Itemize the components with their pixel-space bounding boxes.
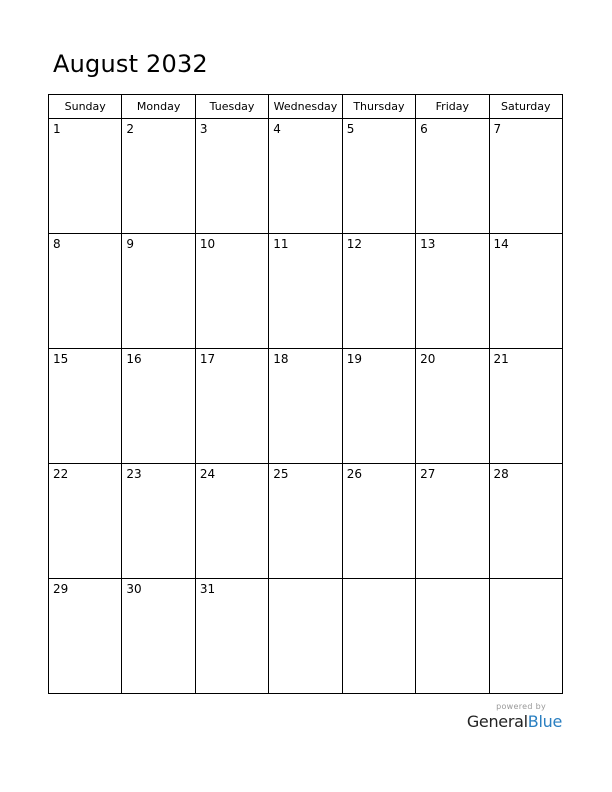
day-cell [489, 119, 562, 234]
week-row-5 [49, 579, 563, 694]
day-cell [195, 234, 268, 349]
weekday-monday: Monday [122, 95, 195, 119]
day-number: 21 [493, 352, 509, 366]
calendar-title: August 2032 [53, 50, 208, 78]
day-number: 27 [420, 467, 436, 481]
day-cell [122, 464, 195, 579]
day-number: 2 [126, 122, 135, 136]
day-number: 7 [493, 122, 502, 136]
day-cell [49, 234, 122, 349]
day-cell [342, 349, 415, 464]
day-number: 23 [126, 467, 142, 481]
day-number: 22 [53, 467, 69, 481]
day-cell [122, 349, 195, 464]
day-cell [342, 119, 415, 234]
day-number: 25 [273, 467, 289, 481]
day-cell-empty [416, 579, 489, 694]
weekday-friday: Friday [416, 95, 489, 119]
day-number: 9 [126, 237, 135, 251]
day-cell [489, 349, 562, 464]
day-number: 5 [346, 122, 355, 136]
day-cell [49, 349, 122, 464]
footer-branding [467, 702, 562, 731]
day-number: 28 [493, 467, 509, 481]
week-row-1 [49, 119, 563, 234]
weekday-sunday: Sunday [49, 95, 122, 119]
day-cell [269, 349, 342, 464]
day-cell [49, 119, 122, 234]
day-cell [195, 579, 268, 694]
day-cell [49, 464, 122, 579]
week-row-2 [49, 234, 563, 349]
day-cell [49, 579, 122, 694]
week-row-3 [49, 349, 563, 464]
day-cell-empty [342, 579, 415, 694]
day-cell [269, 234, 342, 349]
day-number: 17 [199, 352, 216, 366]
calendar-grid [48, 94, 563, 694]
day-cell [416, 349, 489, 464]
weekday-saturday: Saturday [489, 95, 562, 119]
day-cell [122, 579, 195, 694]
day-cell [195, 349, 268, 464]
day-number: 18 [273, 352, 289, 366]
day-number: 31 [199, 582, 216, 596]
day-cell [122, 234, 195, 349]
day-cell [416, 464, 489, 579]
day-cell [195, 464, 268, 579]
weekday-header-row [49, 95, 563, 119]
week-row-4 [49, 464, 563, 579]
day-cell-empty [269, 579, 342, 694]
day-cell [269, 119, 342, 234]
day-cell [489, 234, 562, 349]
day-number: 10 [199, 237, 216, 251]
day-number: 4 [273, 122, 281, 136]
day-number: 14 [493, 237, 509, 251]
day-cell [416, 119, 489, 234]
powered-by-text: powered by [496, 702, 546, 711]
day-number: 20 [420, 352, 436, 366]
day-cell [416, 234, 489, 349]
day-number: 19 [346, 352, 362, 366]
day-number: 6 [420, 122, 428, 136]
day-cell [122, 119, 195, 234]
day-number: 26 [346, 467, 362, 481]
day-cell [342, 234, 415, 349]
day-number: 29 [53, 582, 69, 596]
day-number: 8 [53, 237, 61, 251]
day-cell [489, 464, 562, 579]
day-number: 16 [126, 352, 142, 366]
day-number: 12 [346, 237, 362, 251]
day-number: 30 [126, 582, 142, 596]
weekday-tuesday: Tuesday [195, 95, 268, 119]
brand-logo-general: General [466, 712, 528, 731]
day-number: 11 [273, 237, 289, 251]
day-cell-empty [489, 579, 562, 694]
day-number: 15 [53, 352, 69, 366]
brand-logo-blue: Blue [527, 712, 562, 731]
day-number: 24 [199, 467, 216, 481]
day-cell [195, 119, 268, 234]
day-cell [342, 464, 415, 579]
weekday-thursday: Thursday [342, 95, 415, 119]
weekday-wednesday: Wednesday [269, 95, 342, 119]
day-number: 1 [53, 122, 61, 136]
day-number: 3 [199, 122, 208, 136]
day-number: 13 [420, 237, 436, 251]
day-cell [269, 464, 342, 579]
brand-logo [467, 712, 562, 731]
